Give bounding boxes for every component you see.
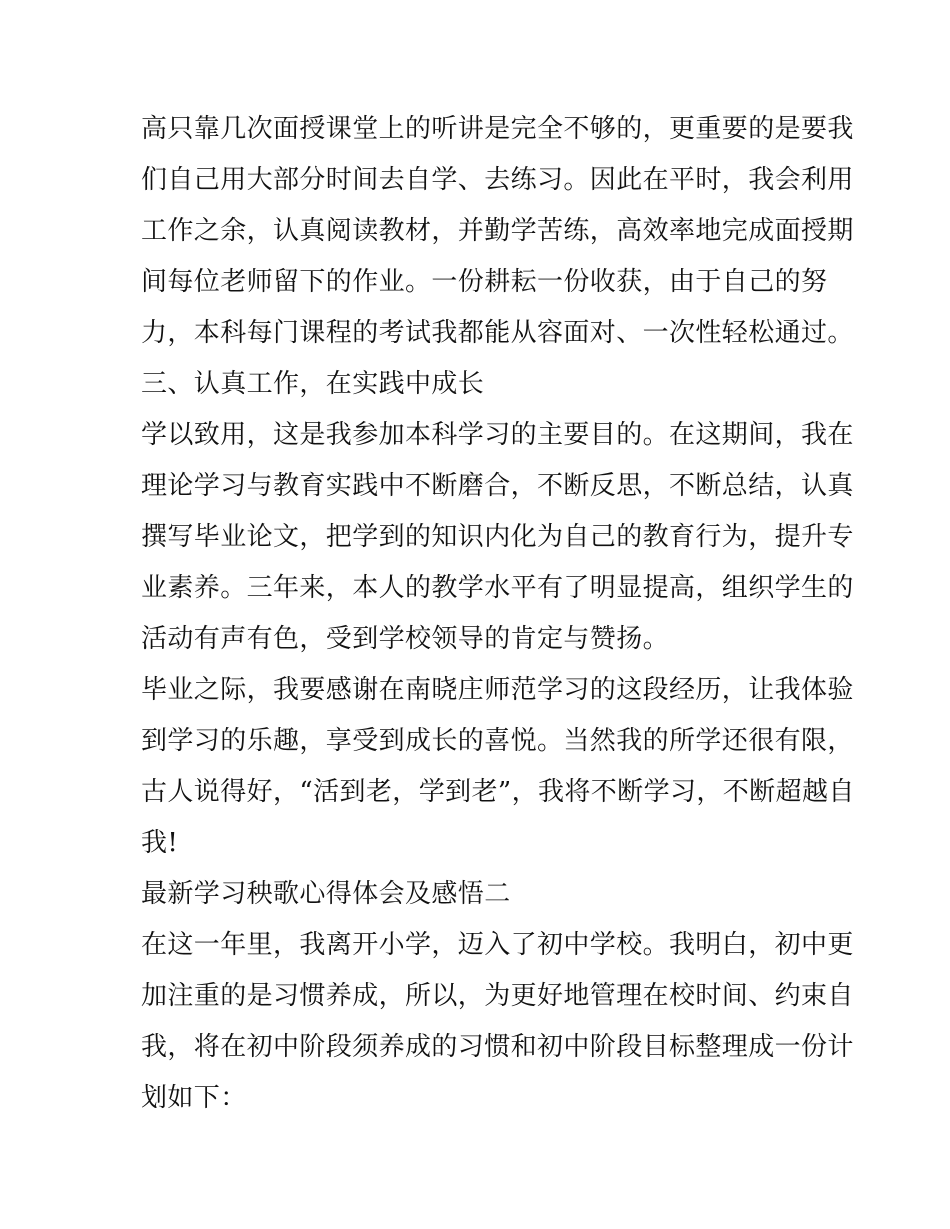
text-line: 高只靠几次面授课堂上的听讲是完全不够的，更重要的是要我	[141, 114, 854, 144]
section-heading: 三、认真工作，在实践中成长	[141, 369, 485, 399]
text-line: 加注重的是习惯养成，所以，为更好地管理在校时间、约束自	[141, 981, 854, 1011]
text-line: 撰写毕业论文，把学到的知识内化为自己的教育行为，提升专	[141, 522, 854, 552]
text-line: 学以致用，这是我参加本科学习的主要目的。在这期间，我在	[141, 420, 854, 450]
text-line: 工作之余，认真阅读教材，并勤学苦练，高效率地完成面授期	[141, 216, 854, 246]
text-line: 间每位老师留下的作业。一份耕耘一份收获，由于自己的努	[141, 267, 828, 297]
text-line: 业素养。三年来，本人的教学水平有了明显提高，组织学生的	[141, 573, 854, 603]
text-line: 在这一年里，我离开小学，迈入了初中学校。我明白，初中更	[141, 930, 854, 960]
text-line: 划如下：	[141, 1083, 247, 1113]
text-line: 活动有声有色，受到学校领导的肯定与赞扬。	[141, 624, 670, 654]
article-title: 最新学习秧歌心得体会及感悟二	[141, 879, 511, 909]
text-line: 理论学习与教育实践中不断磨合，不断反思，不断总结，认真	[141, 471, 854, 501]
text-line: 毕业之际，我要感谢在南晓庄师范学习的这段经历，让我体验	[141, 675, 854, 705]
text-line: 到学习的乐趣，享受到成长的喜悦。当然我的所学还很有限，	[141, 726, 854, 756]
text-line: 我，将在初中阶段须养成的习惯和初中阶段目标整理成一份计	[141, 1032, 854, 1062]
text-line: 古人说得好，“活到老，学到老”，我将不断学习，不断超越自	[141, 777, 855, 807]
text-line: 我!	[141, 828, 179, 858]
document-body	[141, 104, 855, 1124]
text-line: 力，本科每门课程的考试我都能从容面对、一次性轻松通过。	[141, 318, 854, 348]
text-line: 们自己用大部分时间去自学、去练习。因此在平时，我会利用	[141, 165, 854, 195]
